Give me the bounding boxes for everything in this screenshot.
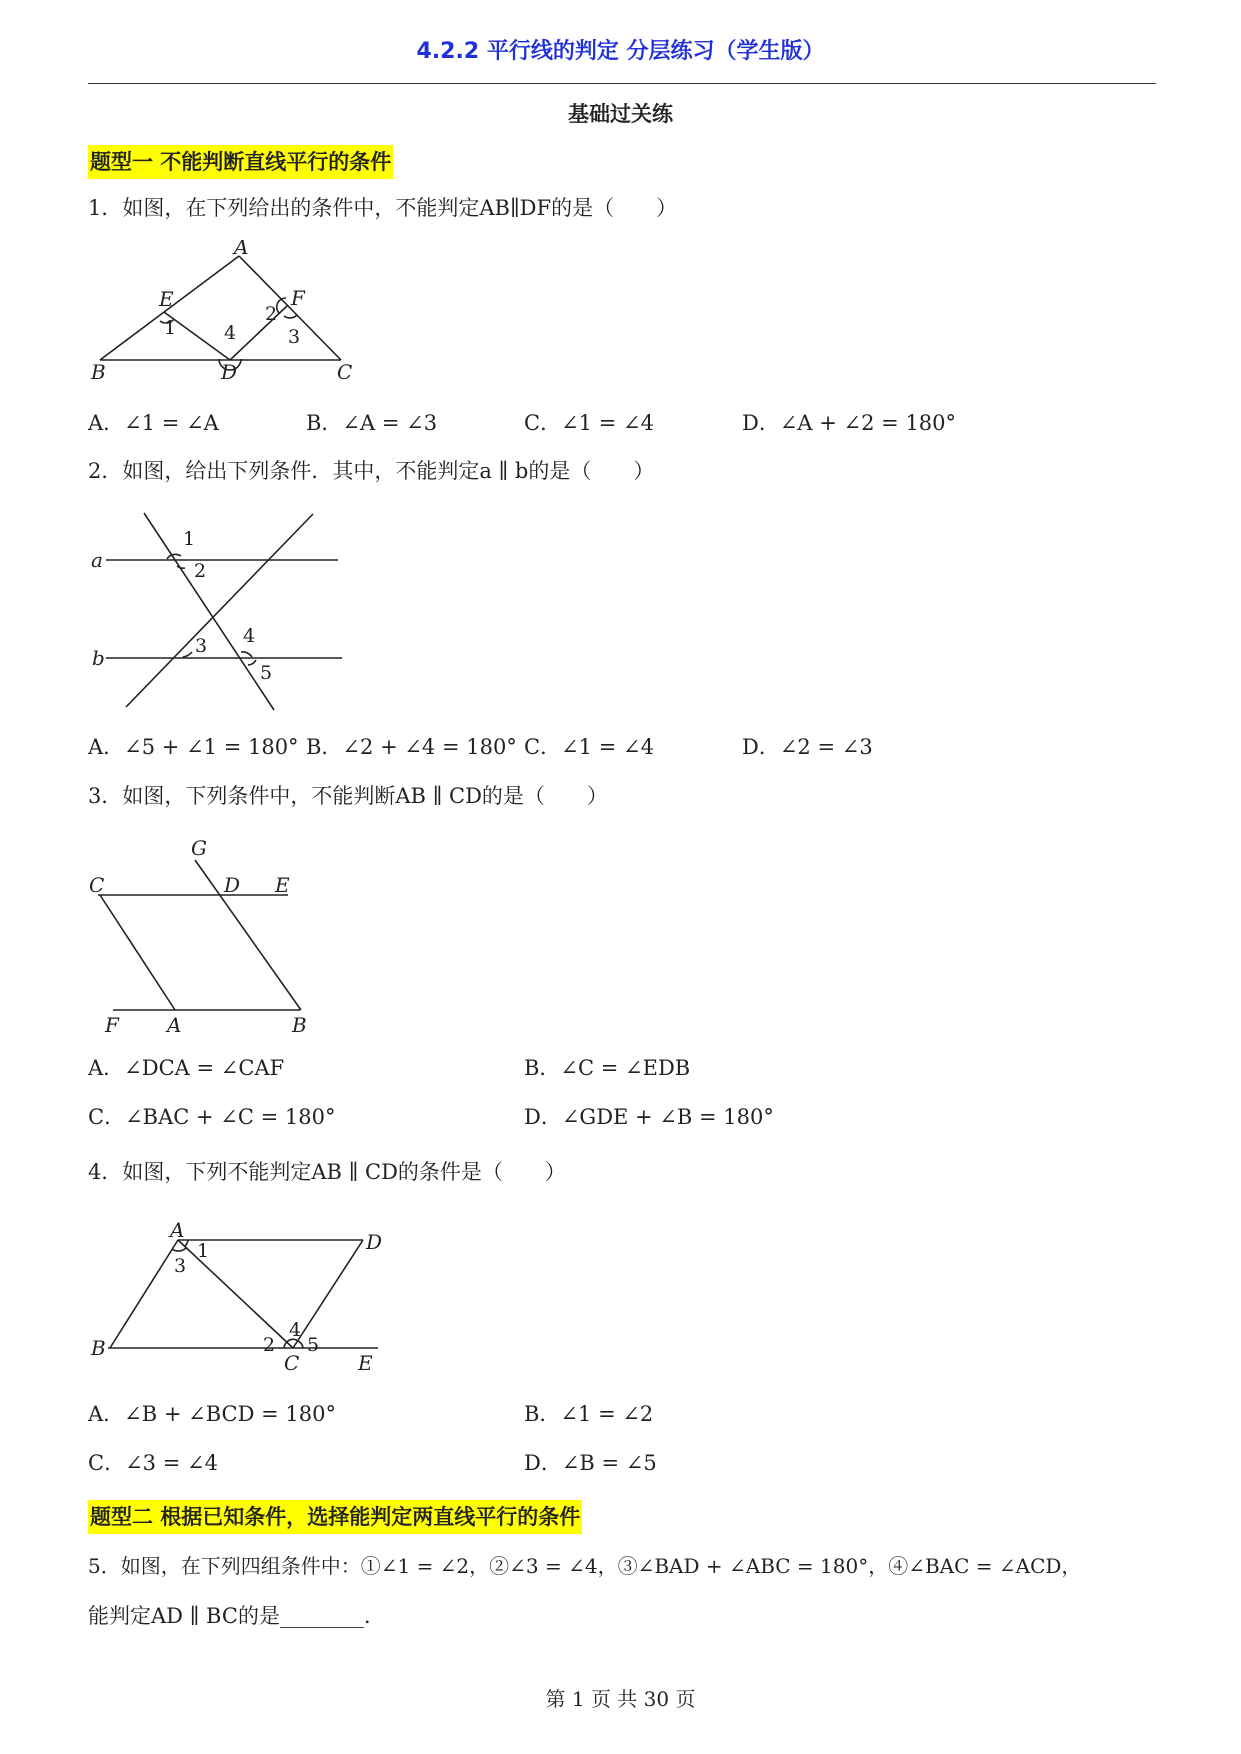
- fig1-label-D: D: [221, 360, 238, 384]
- question-2-option-c: C．∠1 = ∠4: [524, 735, 654, 759]
- question-2-option-a: A．∠5 + ∠1 = 180°: [88, 735, 299, 759]
- fig1-label-A: A: [234, 240, 249, 259]
- question-2-figure: [88, 505, 348, 713]
- fig2-angle-4: 4: [243, 625, 256, 647]
- fig4-angle-3: 3: [174, 1255, 187, 1277]
- question-1-figure: [88, 240, 388, 385]
- fig2-angle-5: 5: [260, 662, 273, 684]
- question-4-option-b: B．∠1 = ∠2: [524, 1402, 654, 1426]
- question-1-option-c: C．∠1 = ∠4: [524, 411, 654, 435]
- fig4-label-A: A: [170, 1218, 185, 1242]
- fig2-angle-1: 1: [183, 528, 196, 550]
- question-3-figure: [88, 830, 328, 1040]
- fig3-label-D: D: [224, 873, 241, 897]
- fig2-label-a: a: [91, 548, 103, 572]
- header-divider: [88, 83, 1156, 84]
- fig1-angle-4: 4: [224, 322, 237, 344]
- question-1-stem: 1．如图，在下列给出的条件中，不能判定AB∥DF的是（ ）: [88, 196, 678, 220]
- question-3-option-a: A．∠DCA = ∠CAF: [88, 1056, 285, 1080]
- question-3-option-c: C．∠BAC + ∠C = 180°: [88, 1105, 336, 1129]
- question-4-option-a: A．∠B + ∠BCD = 180°: [88, 1402, 336, 1426]
- fig1-label-E: E: [159, 287, 174, 311]
- fig4-angle-2: 2: [263, 1334, 276, 1356]
- question-3-option-b: B．∠C = ∠EDB: [524, 1056, 691, 1080]
- question-4-figure: [88, 1205, 388, 1380]
- question-1-option-a: A．∠1 = ∠A: [88, 411, 219, 435]
- question-2-option-b: B．∠2 + ∠4 = 180°: [306, 735, 517, 759]
- question-4-option-d: D．∠B = ∠5: [524, 1451, 657, 1475]
- fig4-angle-1: 1: [197, 1240, 210, 1262]
- page-number: 第 1 页 共 30 页: [545, 1687, 696, 1711]
- fig2-label-b: b: [92, 646, 105, 670]
- type-heading-1: 题型一 不能判断直线平行的条件: [88, 145, 393, 179]
- question-2-stem: 2．如图，给出下列条件．其中，不能判定a ∥ b的是（ ）: [88, 459, 655, 483]
- fig4-angle-4: 4: [289, 1319, 302, 1341]
- question-1-option-b: B．∠A = ∠3: [306, 411, 438, 435]
- fig3-label-G: G: [191, 836, 207, 860]
- fig4-label-B: B: [91, 1336, 106, 1360]
- question-1-option-d: D．∠A + ∠2 = 180°: [742, 411, 957, 435]
- fig1-label-B: B: [91, 360, 106, 384]
- fig2-angle-2: 2: [194, 560, 207, 582]
- question-5-stem-line2: 能判定AD ∥ BC的是________．: [88, 1604, 385, 1628]
- fig1-angle-2: 2: [265, 303, 278, 325]
- fig3-label-B: B: [292, 1013, 307, 1037]
- question-3-option-d: D．∠GDE + ∠B = 180°: [524, 1105, 774, 1129]
- fig1-label-C: C: [337, 360, 353, 384]
- question-5-stem-line1: 5．如图，在下列四组条件中：①∠1 = ∠2，②∠3 = ∠4，③∠BAD + ∠ABC = 180°，④∠BAC = ∠ACD，: [88, 1554, 1082, 1578]
- type-heading-2: 题型二 根据已知条件，选择能判定两直线平行的条件: [88, 1500, 582, 1534]
- document-title: 4.2.2 平行线的判定 分层练习（学生版）: [416, 39, 825, 64]
- section-title: 基础过关练: [568, 102, 673, 126]
- fig4-angle-5: 5: [307, 1334, 320, 1356]
- question-2-option-d: D．∠2 = ∠3: [742, 735, 873, 759]
- question-4-option-c: C．∠3 = ∠4: [88, 1451, 218, 1475]
- fig3-label-E: E: [275, 873, 290, 897]
- fig4-label-E: E: [358, 1351, 373, 1375]
- question-3-stem: 3．如图，下列条件中，不能判断AB ∥ CD的是（ ）: [88, 784, 608, 808]
- fig3-label-C: C: [89, 873, 105, 897]
- fig3-label-A: A: [167, 1013, 182, 1037]
- fig1-angle-1: 1: [164, 317, 177, 339]
- fig2-angle-3: 3: [195, 635, 208, 657]
- question-4-stem: 4．如图，下列不能判定AB ∥ CD的条件是（ ）: [88, 1160, 566, 1184]
- fig1-label-F: F: [291, 286, 305, 310]
- fig4-label-C: C: [284, 1351, 300, 1375]
- fig1-angle-3: 3: [288, 326, 301, 348]
- fig4-label-D: D: [366, 1230, 383, 1254]
- fig3-label-F: F: [105, 1013, 119, 1037]
